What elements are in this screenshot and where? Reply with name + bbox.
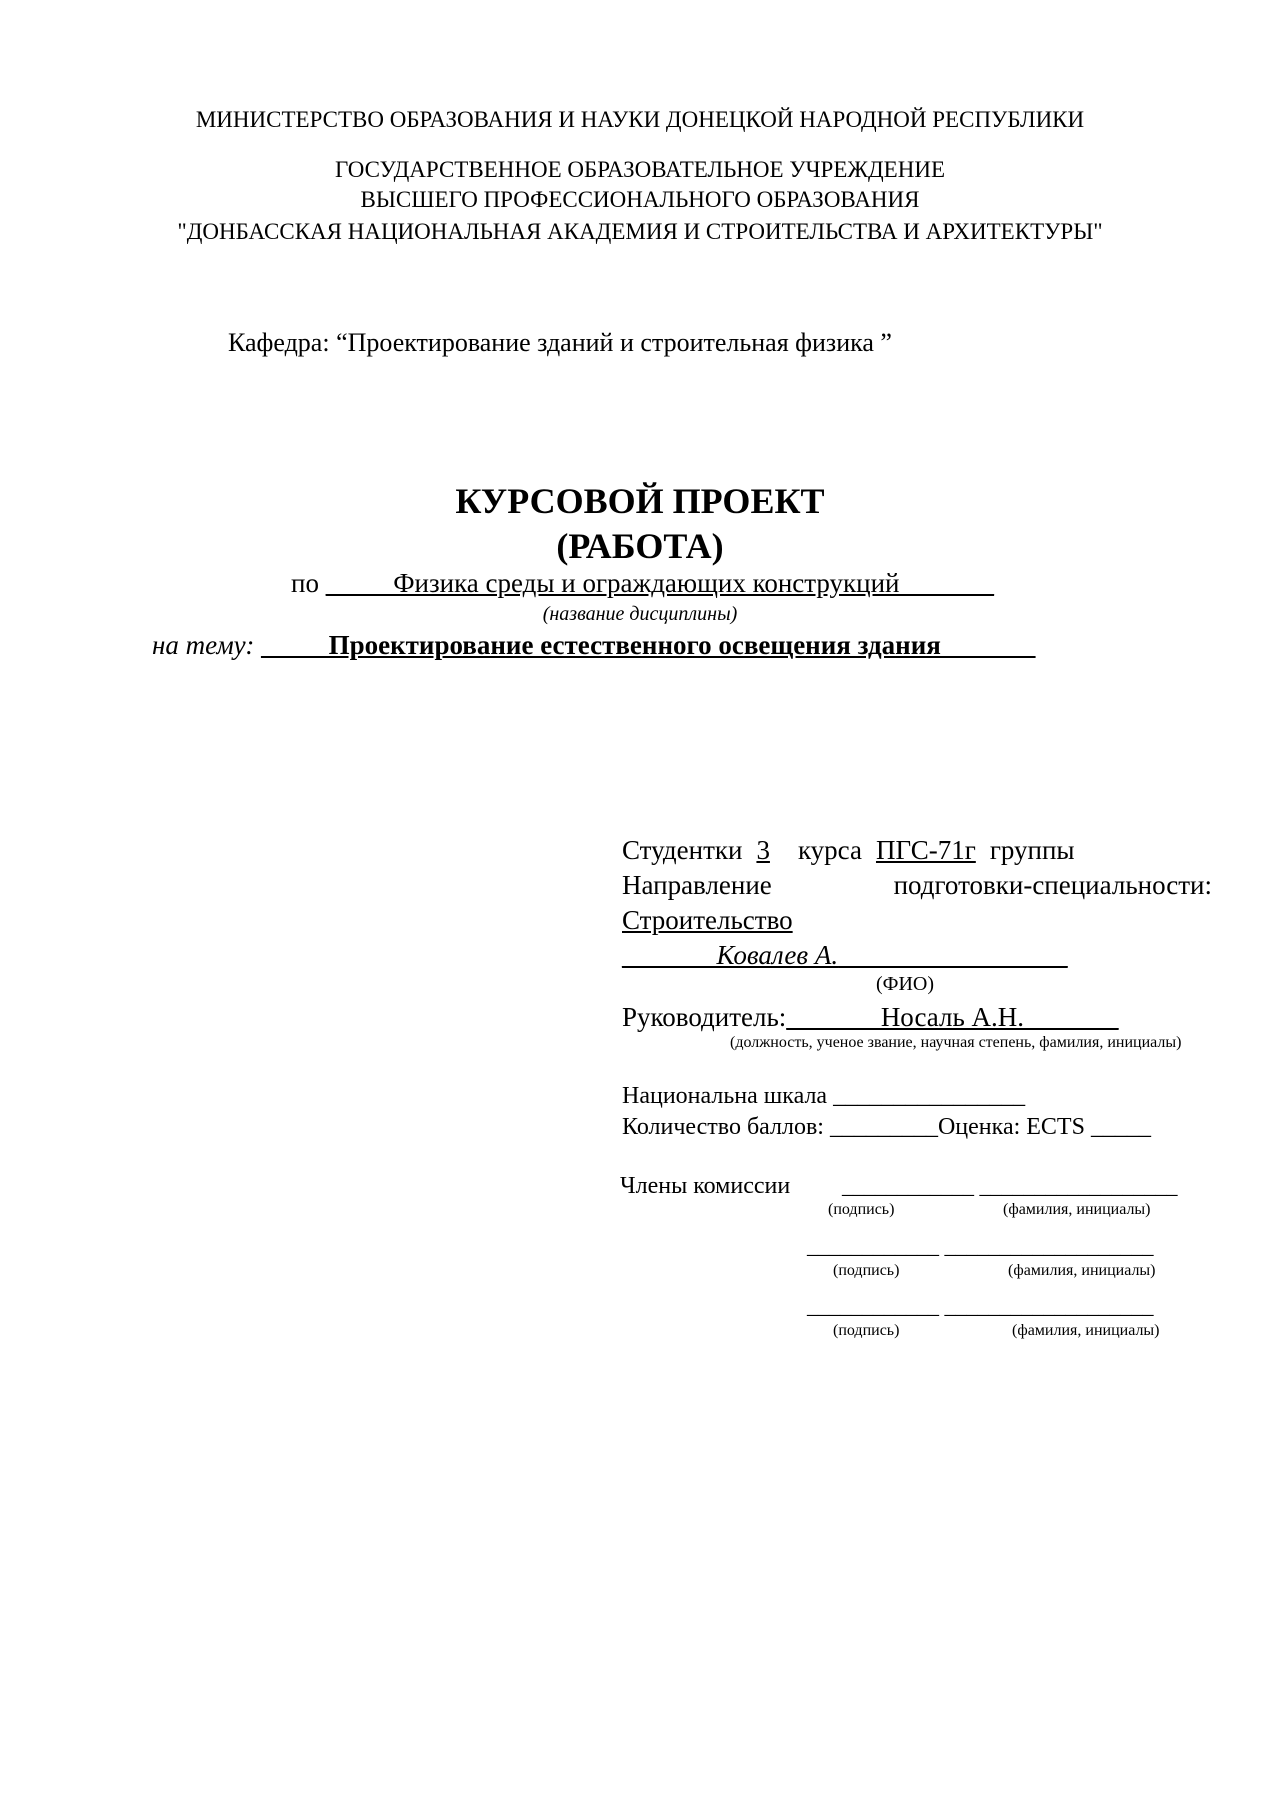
- signature-caption-3: (подпись): [833, 1322, 900, 1339]
- theme-prefix: на тему:: [152, 630, 262, 660]
- name-caption-3: (фамилия, инициалы): [1012, 1322, 1160, 1339]
- student-name: Ковалев А.: [716, 940, 839, 970]
- discipline-value: _____Физика среды и ограждающих конструкций_______: [325, 568, 994, 598]
- theme-line: [152, 630, 1035, 661]
- commission-signature-row-1: ____________ __________________: [842, 1173, 1178, 1198]
- signature-caption-2: (подпись): [833, 1262, 900, 1279]
- discipline-prefix: по: [291, 568, 326, 598]
- group-label: группы: [989, 835, 1075, 865]
- supervisor-label: Руководитель:: [622, 1002, 787, 1032]
- department-line: Кафедра: “Проектирование зданий и строительная физика ”: [228, 328, 892, 357]
- name-caption-2: (фамилия, инициалы): [1008, 1262, 1156, 1279]
- student-label: Студентки: [622, 835, 743, 865]
- student-name-pre: _______: [622, 940, 717, 970]
- student-name-line: [622, 940, 1068, 971]
- discipline-line: [291, 568, 994, 599]
- student-line: [622, 835, 1075, 866]
- group-value: ПГС-71г: [875, 835, 976, 865]
- direction-word-2: подготовки-специальности:: [893, 870, 1212, 900]
- commission-signature-row-2: ____________ ___________________: [807, 1233, 1154, 1258]
- direction-word-1: Направление: [622, 870, 772, 900]
- student-name-post: _________________: [838, 940, 1068, 970]
- ministry-heading: МИНИСТЕРСТВО ОБРАЗОВАНИЯ И НАУКИ ДОНЕЦКОЙ НАРОДНОЙ РЕСПУБЛИКИ: [195, 107, 1085, 132]
- institution-line-2: ВЫСШЕГО ПРОФЕССИОНАЛЬНОГО ОБРАЗОВАНИЯ: [360, 187, 920, 212]
- commission-signature-row-3: ____________ ___________________: [807, 1293, 1154, 1318]
- supervisor-line: [622, 1002, 1119, 1033]
- institution-line-3: "ДОНБАССКАЯ НАЦИОНАЛЬНАЯ АКАДЕМИЯ И СТРОИТЕЛЬСТВА И АРХИТЕКТУРЫ": [177, 219, 1103, 244]
- course-value: 3: [756, 835, 770, 865]
- document-subtitle: (РАБОТА): [556, 526, 724, 566]
- specialty-value: Строительство: [622, 905, 793, 935]
- course-label: курса: [797, 835, 862, 865]
- supervisor-caption: (должность, ученое звание, научная степень, фамилия, инициалы): [730, 1034, 1182, 1051]
- fio-caption: (ФИО): [876, 973, 935, 995]
- name-caption-1: (фамилия, инициалы): [1003, 1201, 1151, 1218]
- discipline-caption: (название дисциплины): [542, 603, 738, 625]
- supervisor-value: _______Носаль А.Н._______: [786, 1002, 1119, 1032]
- signature-caption-1: (подпись): [828, 1201, 895, 1218]
- national-scale-line: Национальна шкала ________________: [622, 1083, 1026, 1109]
- document-title: КУРСОВОЙ ПРОЕКТ: [455, 481, 825, 521]
- theme-value: _____Проектирование естественного освещения здания_______: [261, 630, 1036, 660]
- direction-line: [622, 870, 1212, 901]
- points-grade-line: Количество баллов: _________Оценка: ECTS _____: [622, 1114, 1151, 1140]
- institution-line-1: ГОСУДАРСТВЕННОЕ ОБРАЗОВАТЕЛЬНОЕ УЧРЕЖДЕНИЕ: [334, 157, 946, 182]
- commission-label: Члены комиссии: [620, 1173, 791, 1199]
